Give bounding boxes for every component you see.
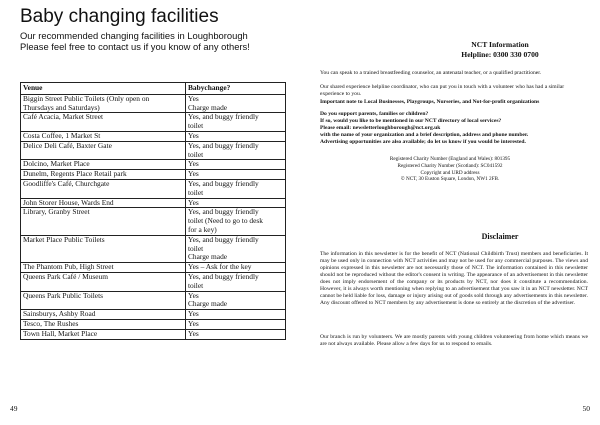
important-note: Important note to Local Businesses, Playgroups, Nurseries, and Not-for-profit organizations xyxy=(320,99,540,105)
table-row xyxy=(21,235,286,262)
venue-text: Costa Coffee, 1 Market St xyxy=(23,130,101,140)
venue-cell xyxy=(21,113,186,132)
venue-text: Dunelm, Regents Place Retail park xyxy=(23,169,127,179)
babychange-cell xyxy=(186,263,286,273)
venue-text: Town Hall, Market Place xyxy=(23,328,98,338)
subtitle-line-1: Our recommended changing facilities in Loughborough xyxy=(20,30,248,41)
babychange-cell xyxy=(186,235,286,262)
table-row xyxy=(21,272,286,291)
babychange-text: Yes, and buggy friendly xyxy=(188,234,259,244)
babychange-text: for a key) xyxy=(188,224,217,234)
babychange-text: Charge made xyxy=(188,102,228,112)
table-row xyxy=(21,319,286,329)
babychange-text: toilet xyxy=(188,280,204,290)
paragraph-counselor: You can speak to a trained breastfeeding counselor, an antenatal teacher, or a qualified practitioner. xyxy=(320,70,542,76)
venue-text: Delice Deli Café, Baxter Gate xyxy=(23,140,112,150)
table-row xyxy=(21,141,286,160)
babychange-text: toilet xyxy=(188,187,204,197)
babychange-text: Yes, and buggy friendly xyxy=(188,140,259,150)
table-row xyxy=(21,94,286,113)
venue-text: Goodliffe's Café, Churchgate xyxy=(23,178,110,188)
venue-text: Café Acacia, Market Street xyxy=(23,112,104,122)
babychange-cell xyxy=(186,272,286,291)
babychange-text: Charge made xyxy=(188,252,228,262)
babychange-text: Yes xyxy=(188,309,199,319)
babychange-text: toilet xyxy=(188,149,204,159)
babychange-text: Yes, and buggy friendly xyxy=(188,178,259,188)
babychange-cell xyxy=(186,113,286,132)
business-notice-line: If so, would you like to be mentioned in our NCT directory of local services? xyxy=(320,118,502,124)
babychange-text: Yes, and buggy friendly xyxy=(188,271,259,281)
babychange-cell xyxy=(186,94,286,113)
table-row xyxy=(21,131,286,141)
babychange-text: Yes xyxy=(188,290,199,300)
venue-cell xyxy=(21,310,186,320)
venue-header: Venue xyxy=(21,83,186,95)
venue-cell xyxy=(21,94,186,113)
babychange-text: toilet xyxy=(188,121,204,131)
babychange-cell xyxy=(186,329,286,339)
registration-line: Registered Charity Number (Scotland): SC041592 xyxy=(397,162,503,169)
venue-text: Library, Granby Street xyxy=(23,207,90,217)
changing-facilities-table xyxy=(20,82,286,340)
page-number-right: 50 xyxy=(582,404,590,413)
registration-line: Copyright and URD address xyxy=(420,169,480,176)
venue-text: Queens Park Public Toilets xyxy=(23,290,104,300)
babychange-cell xyxy=(186,310,286,320)
table-row xyxy=(21,179,286,198)
venue-cell xyxy=(21,329,186,339)
babychange-cell xyxy=(186,170,286,180)
babychange-text: Yes xyxy=(188,93,199,103)
babychange-text: Charge made xyxy=(188,299,228,309)
babychange-cell xyxy=(186,179,286,198)
table-row xyxy=(21,329,286,339)
table-body xyxy=(21,94,286,339)
venue-cell xyxy=(21,263,186,273)
venue-cell xyxy=(21,235,186,262)
babychange-text: Yes xyxy=(188,197,199,207)
business-notice xyxy=(320,111,588,146)
venue-cell xyxy=(21,131,186,141)
babychange-text: Yes xyxy=(188,169,199,179)
nct-information-title: NCT Information xyxy=(471,40,529,49)
babychange-text: Yes xyxy=(188,328,199,338)
right-page xyxy=(300,0,600,425)
babychange-cell xyxy=(186,160,286,170)
business-notice-line: Please email: newsletterloughborough@nct.org.uk xyxy=(320,125,441,131)
venue-text: Market Place Public Toilets xyxy=(23,234,105,244)
table-row xyxy=(21,208,286,235)
babychange-cell xyxy=(186,141,286,160)
business-notice-line: with the name of your organization and a brief description, address and phone number. xyxy=(320,132,529,138)
subtitle-line-2: Please feel free to contact us if you know of any others! xyxy=(20,41,250,52)
venue-cell xyxy=(21,291,186,310)
venue-text: Queens Park Café / Museum xyxy=(23,271,108,281)
venue-cell xyxy=(21,208,186,235)
venue-text: Sainsburys, Ashby Road xyxy=(23,309,96,319)
table-row xyxy=(21,170,286,180)
babychange-cell xyxy=(186,131,286,141)
helpline: Helpline: 0300 330 0700 xyxy=(461,50,539,59)
table-header-row xyxy=(21,83,286,95)
babychange-cell xyxy=(186,208,286,235)
registration-info xyxy=(360,156,540,183)
babychange-cell xyxy=(186,291,286,310)
venue-text: Tesco, The Rushes xyxy=(23,318,79,328)
volunteer-paragraph: Our branch is run by volunteers. We are mostly parents with young children volunteering from home which means we are not always available. Please allow a few days for us to respond to emails. xyxy=(320,334,588,347)
table-row xyxy=(21,113,286,132)
paragraph-coordinator: Our shared experience helpline coordinator, who can put you in touch with a volunteer who has had a similar experience to you. xyxy=(320,84,565,97)
business-notice-line: Do you support parents, families or children? xyxy=(320,111,429,117)
disclaimer-paragraph: The information in this newsletter is for the benefit of NCT (National Childbirth Trust) members and beneficiaries. It may be used only in connection with NCT activities and may not be used for any commercial purposes. The views and opinions expressed in this newsletter are not necessarily those of NCT. The information contained in this newsletter should not be reproduced without the editor's consent in writing. The appearance of an advertisement in this newsletter does not imply endorsement of the company or its products by NCT, nor does it constitute a recommendation. However, it is always worth mentioning when replying to an advertisement that you saw it in an NCT newsletter. NCT cannot be held liable for loss, damage or injury arising out of goods sold through any advertisements in this newsletter. Any discount offered to NCT members by any advertisement is done so entirely at the discretion of the advertiser. xyxy=(320,251,588,306)
babychange-cell xyxy=(186,319,286,329)
disclaimer-title: Disclaimer xyxy=(481,232,519,241)
registration-line: Registered Charity Number (England and Wales): 801395 xyxy=(389,156,511,162)
venue-text: Biggin Street Public Toilets (Only open on xyxy=(23,93,150,103)
table-row xyxy=(21,310,286,320)
venue-cell xyxy=(21,179,186,198)
venue-text: Thursdays and Saturdays) xyxy=(23,102,100,112)
babychange-header: Babychange? xyxy=(186,83,286,95)
venue-cell xyxy=(21,272,186,291)
babychange-text: Yes, and buggy friendly xyxy=(188,207,259,217)
babychange-text: toilet (Need to go to desk xyxy=(188,216,263,226)
babychange-text: Yes xyxy=(188,130,199,140)
babychange-text: Yes xyxy=(188,159,199,169)
babychange-text: toilet xyxy=(188,243,204,253)
business-notice-line: Advertising opportunities are also available; do let us know if you would be interested. xyxy=(320,139,526,145)
venue-cell xyxy=(21,170,186,180)
page-title: Baby changing facilities xyxy=(20,6,219,27)
venue-text: John Storer House, Wards End xyxy=(23,197,114,207)
venue-cell xyxy=(21,319,186,329)
venue-text: Dolcino, Market Place xyxy=(23,159,90,169)
babychange-text: Yes – Ask for the key xyxy=(188,262,252,272)
babychange-text: Yes xyxy=(188,318,199,328)
venue-text: The Phantom Pub, High Street xyxy=(23,262,114,272)
table-row xyxy=(21,263,286,273)
registration-line: © NCT, 30 Euston Square, London, NW1 2FB. xyxy=(400,176,500,183)
babychange-text: Yes, and buggy friendly xyxy=(188,112,259,122)
table-row xyxy=(21,291,286,310)
venue-cell xyxy=(21,141,186,160)
page-number-left: 49 xyxy=(10,404,18,413)
